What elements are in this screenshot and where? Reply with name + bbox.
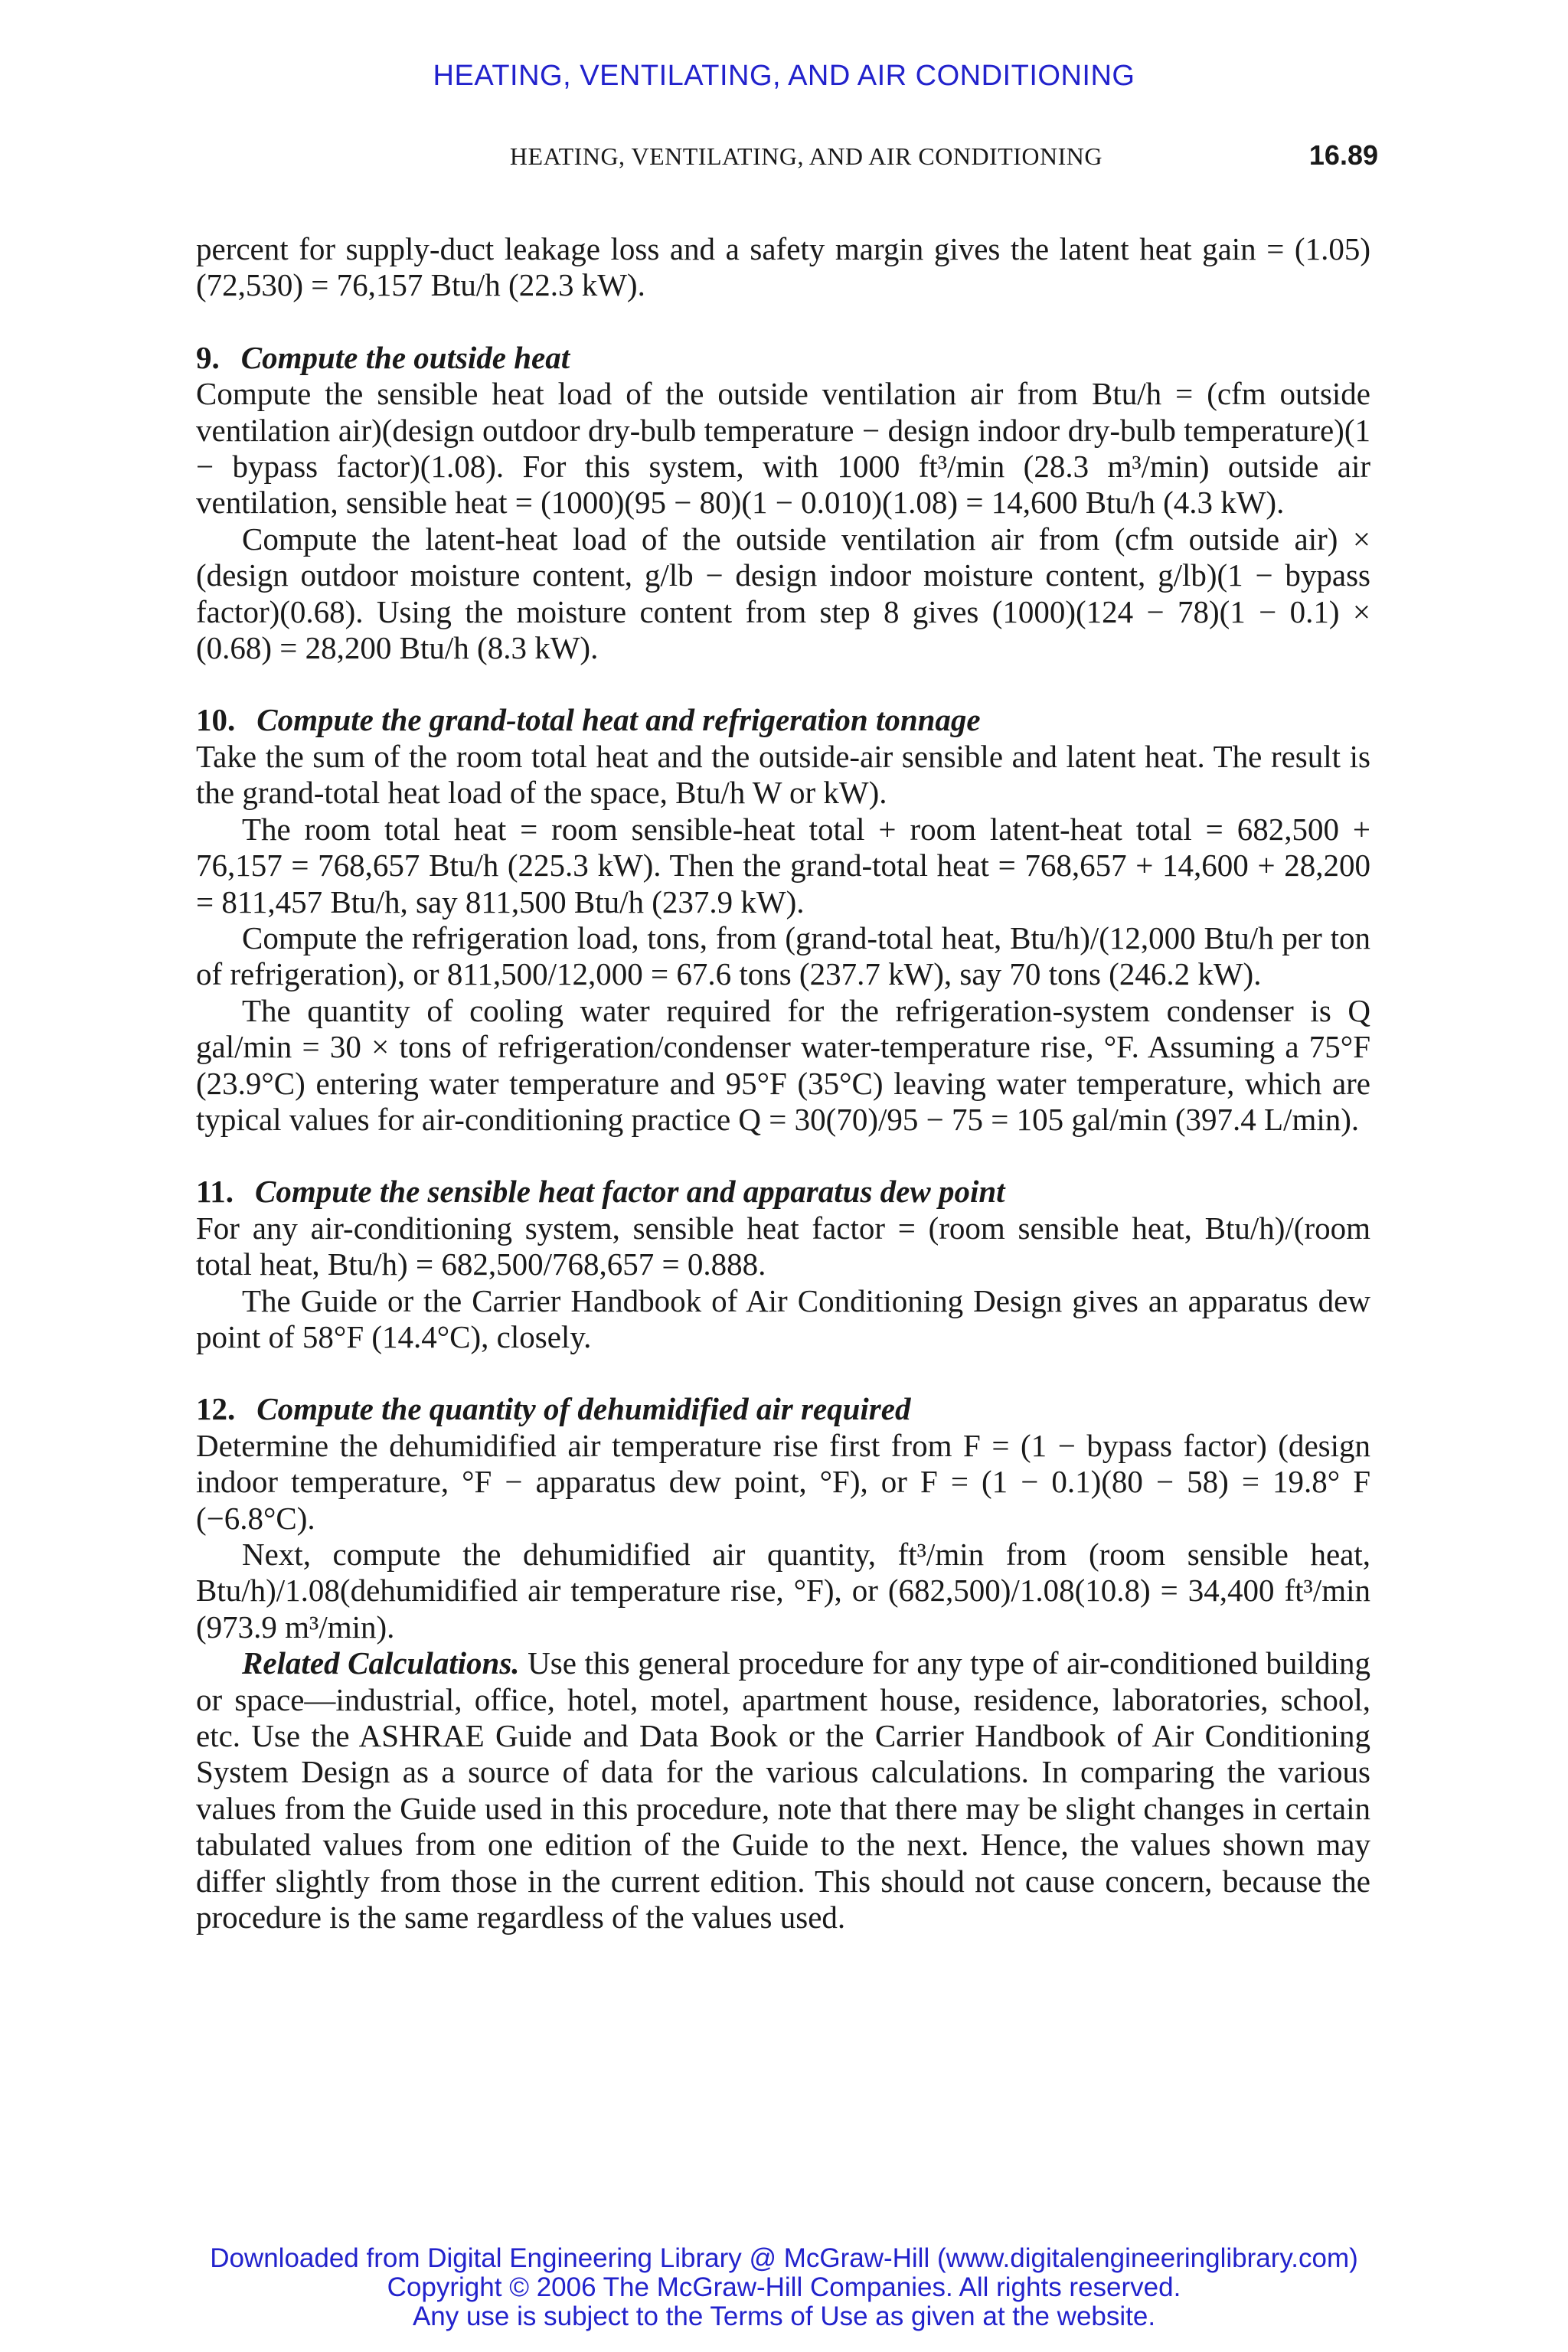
step-number: 11. — [196, 1174, 234, 1210]
intro-paragraph: percent for supply-duct leakage loss and a safety margin gives the latent heat gain = (1.05)(72,530) = 76,157 Btu/h (22.3 kW). — [196, 231, 1370, 303]
step-number: 12. — [196, 1391, 236, 1427]
paragraph: Compute the refrigeration load, tons, from (grand-total heat, Btu/h)/(12,000 Btu/h per ton of refrigeration), or 811,500/12,000 = 67.6 tons (237.7 kW), say 70 tons (246.2 kW). — [196, 920, 1370, 992]
step-title: Compute the quantity of dehumidified air required — [256, 1391, 911, 1427]
step-title: Compute the grand-total heat and refrigeration tonnage — [256, 702, 981, 738]
footer-terms-link[interactable]: Any use is subject to the Terms of Use as given at the website. — [412, 2301, 1156, 2331]
related-calculations-title: Related Calculations. — [242, 1645, 520, 1681]
paragraph: Compute the sensible heat load of the outside ventilation air from Btu/h = (cfm outside ventilation air)(design outdoor dry-bulb temperature − design indoor dry-bulb temperature)(1 − bypass factor)(1.08). For this system, with 1000 ft³/min (28.3 m³/min) outside air ventilation, sensible heat = (1000)(95 − 80)(1 − 0.010)(1.08) = 14,600 Btu/h (4.3 kW). — [196, 376, 1370, 521]
related-calculations-text: Use this general procedure for any type of air-conditioned building or space—industrial, office, hotel, motel, apartment house, residence, laboratories, school, etc. Use the ASHRAE Guide and Data Book or the Carrier Handbook of Air Conditioning System Design as a source of data for the various calculations. In comparing the various values from the Guide used in this procedure, note that there may be slight changes in certain tabulated values from one edition of the Guide to the next. Hence, the values shown may differ slightly from those in the current edition. This should not cause concern, because the procedure is the same regardless of the values used. — [196, 1645, 1370, 1936]
paragraph: Determine the dehumidified air temperature rise first from F = (1 − bypass factor) (design indoor temperature, °F − apparatus dew point, °F), or F = (1 − 0.1)(80 − 58) = 19.8° F (−6.8°C). — [196, 1427, 1370, 1536]
footer — [0, 2244, 1568, 2331]
step-heading — [196, 340, 1370, 376]
related-calculations — [196, 1645, 1370, 1936]
step-number: 10. — [196, 702, 236, 738]
footer-download-link[interactable]: Downloaded from Digital Engineering Library @ McGraw-Hill (www.digitalengineeringlibrary.com) — [210, 2243, 1358, 2273]
paragraph: The room total heat = room sensible-heat total + room latent-heat total = 682,500 + 76,157 = 768,657 Btu/h (225.3 kW). Then the grand-total heat = 768,657 + 14,600 + 28,200 = 811,457 Btu/h, say 811,500 Btu/h (237.9 kW). — [196, 811, 1370, 920]
running-head-title: HEATING, VENTILATING, AND AIR CONDITIONING — [509, 142, 1102, 170]
paragraph: Next, compute the dehumidified air quantity, ft³/min from (room sensible heat, Btu/h)/1.08(dehumidified air temperature rise, °F), or (682,500)/1.08(10.8) = 34,400 ft³/min (973.9 m³/min). — [196, 1537, 1370, 1645]
chapter-link[interactable]: HEATING, VENTILATING, AND AIR CONDITIONING — [433, 60, 1135, 92]
step-12 — [196, 1391, 1370, 1936]
step-title: Compute the sensible heat factor and apparatus dew point — [255, 1174, 1005, 1210]
running-head — [198, 139, 1378, 176]
paragraph: The Guide or the Carrier Handbook of Air Conditioning Design gives an apparatus dew point of 58°F (14.4°C), closely. — [196, 1282, 1370, 1354]
paragraph: The quantity of cooling water required for the refrigeration-system condenser is Q gal/min = 30 × tons of refrigeration/condenser water-temperature rise, °F. Assuming a 75°F (23.9°C) entering water temperature and 95°F (35°C) leaving water temperature, which are typical values for air-conditioning practice Q = 30(70)/95 − 75 = 105 gal/min (397.4 L/min). — [196, 992, 1370, 1137]
page-number: 16.89 — [1308, 139, 1378, 171]
step-number: 9. — [196, 339, 220, 375]
step-11 — [196, 1174, 1370, 1355]
step-9 — [196, 340, 1370, 667]
page-body — [196, 231, 1370, 1936]
footer-copyright: Copyright © 2006 The McGraw-Hill Companies. All rights reserved. — [387, 2272, 1181, 2302]
step-heading — [196, 702, 1370, 738]
step-10 — [196, 702, 1370, 1138]
paragraph: Compute the latent-heat load of the outside ventilation air from (cfm outside air) × (design outdoor moisture content, g/lb − design indoor moisture content, g/lb)(1 − bypass factor)(0.68). Using the moisture content from step 8 gives (1000)(124 − 78)(1 − 0.1) × (0.68) = 28,200 Btu/h (8.3 kW). — [196, 521, 1370, 666]
paragraph: Take the sum of the room total heat and the outside-air sensible and latent heat. The result is the grand-total heat load of the space, Btu/h W or kW). — [196, 738, 1370, 811]
step-title: Compute the outside heat — [240, 339, 570, 375]
paragraph: For any air-conditioning system, sensible heat factor = (room sensible heat, Btu/h)/(room total heat, Btu/h) = 682,500/768,657 = 0.888. — [196, 1210, 1370, 1282]
step-heading — [196, 1174, 1370, 1210]
step-heading — [196, 1391, 1370, 1427]
